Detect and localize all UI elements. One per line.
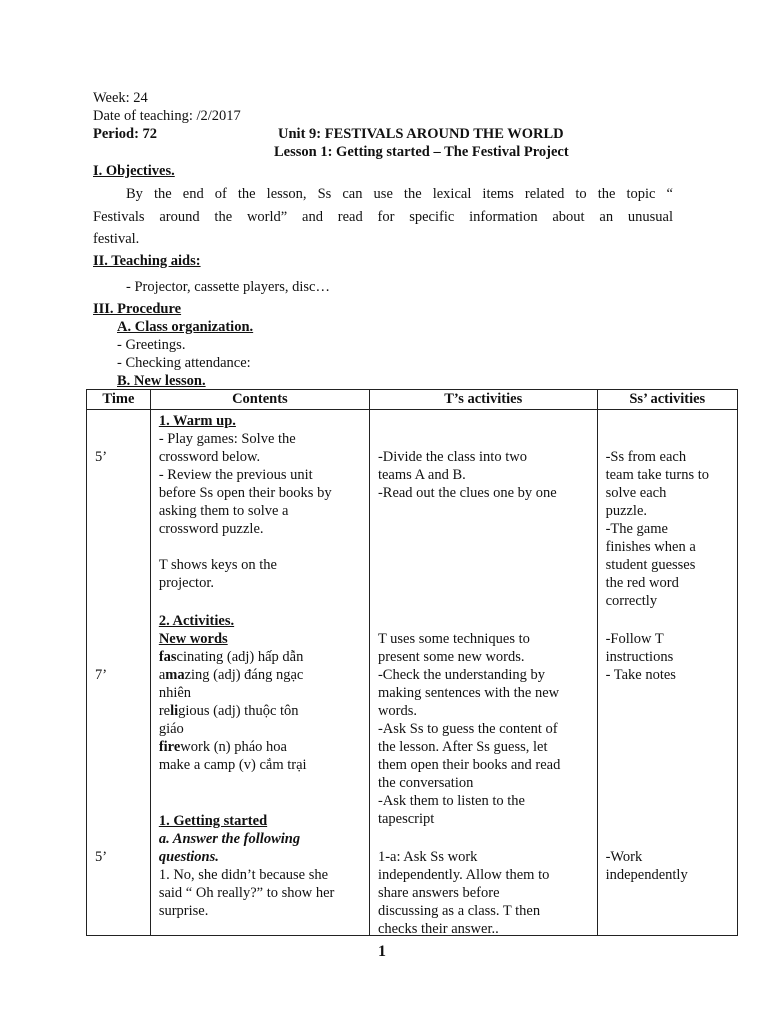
teacher-line: checks their answer.. [377,921,499,937]
time-getting-started: 5’ [95,849,108,865]
vocab-amazing-cont: nhiên [158,685,192,701]
teacher-line: the lesson. After Ss guess, let [377,739,548,755]
vocab-fascinating: fascinating (adj) hấp dẫn [158,649,304,665]
new-words-heading: New words [158,631,228,647]
teacher-line: making sentences with the new [377,685,560,701]
column-header-student-activities: Ss’ activities [597,390,737,410]
teacher-line: share answers before [377,885,500,901]
student-line: -Work [605,849,643,865]
contents-line: - Review the previous unit [158,467,313,483]
week-label: Week: 24 [93,90,148,106]
objectives-line-3: festival. [93,231,140,247]
greetings-item: - Greetings. [117,337,186,353]
time-warmup: 5’ [95,449,108,465]
student-activities-cell [597,410,737,936]
vocab-make-a-camp: make a camp (v) cắm trại [158,757,307,773]
table-header-row [87,390,738,410]
activities-heading: 2. Activities. [158,613,235,629]
objectives-heading: I. Objectives. [93,163,175,179]
contents-line: before Ss open their books by [158,485,332,501]
student-line: -Follow T [605,631,664,647]
unit-title: Unit 9: FESTIVALS AROUND THE WORLD [278,126,564,142]
date-of-teaching: Date of teaching: /2/2017 [93,108,241,124]
answer-line: 1. No, she didn’t because she [158,867,329,883]
student-line: puzzle. [605,503,648,519]
vocab-firework: firework (n) pháo hoa [158,739,287,755]
teacher-line: discussing as a class. T then [377,903,541,919]
teacher-line: the conversation [377,775,474,791]
column-header-teacher-activities: T’s activities [369,390,597,410]
student-line: -The game [605,521,668,537]
new-lesson-heading: B. New lesson. [117,373,206,389]
student-line: - Take notes [605,667,676,683]
time-activities: 7’ [95,667,108,683]
contents-line: crossword below. [158,449,261,465]
student-line: student guesses [605,557,696,573]
class-organization-heading: A. Class organization. [117,319,254,335]
teacher-line: 1-a: Ask Ss work [377,849,478,865]
student-line: -Ss from each [605,449,687,465]
student-line: independently [605,867,688,883]
student-line: correctly [605,593,658,609]
teacher-line: present some new words. [377,649,525,665]
vocab-religious: religious (adj) thuộc tôn [158,703,299,719]
procedure-table [86,389,738,936]
teacher-line: teams A and B. [377,467,466,483]
contents-cell [150,410,369,936]
attendance-item: - Checking attendance: [117,355,251,371]
answer-questions-heading: a. Answer the following [158,831,301,847]
answer-line: said “ Oh really?” to show her [158,885,335,901]
getting-started-heading: 1. Getting started [158,813,268,829]
teacher-line: words. [377,703,418,719]
student-line: solve each [605,485,667,501]
teacher-line: independently. Allow them to [377,867,550,883]
answer-questions-heading-cont: questions. [158,849,219,865]
teacher-line: -Read out the clues one by one [377,485,557,501]
vocab-religious-cont: giáo [158,721,184,737]
procedure-heading: III. Procedure [93,301,182,317]
column-header-time: Time [87,390,151,410]
teaching-aids-heading: II. Teaching aids: [93,253,201,269]
student-line: instructions [605,649,674,665]
time-cell [87,410,151,936]
contents-line: projector. [158,575,214,591]
teacher-line: them open their books and read [377,757,561,773]
contents-line: asking them to solve a [158,503,289,519]
teacher-activities-cell [369,410,597,936]
page-number: 1 [378,943,386,960]
teacher-line: T uses some techniques to [377,631,530,647]
teacher-line: -Divide the class into two [377,449,527,465]
column-header-contents: Contents [150,390,369,410]
objectives-line-1: By the end of the lesson, Ss can use the lexical items related to the topic “ [126,186,673,202]
contents-line: - Play games: Solve the [158,431,296,447]
answer-line: surprise. [158,903,209,919]
teacher-line: -Ask Ss to guess the content of [377,721,558,737]
contents-line: T shows keys on the [158,557,277,573]
warmup-heading: 1. Warm up. [158,413,236,429]
vocab-amazing: amazing (adj) đáng ngạc [158,667,304,683]
student-line: team take turns to [605,467,710,483]
student-line: the red word [605,575,679,591]
teacher-line: -Ask them to listen to the [377,793,525,809]
lesson-title: Lesson 1: Getting started – The Festival Project [274,144,569,160]
contents-line: crossword puzzle. [158,521,264,537]
teaching-aids-text: - Projector, cassette players, disc… [126,279,330,295]
table-row [87,410,738,936]
teacher-line: tapescript [377,811,435,827]
objectives-line-2: Festivals around the world” and read for specific information about an unusual [93,209,673,225]
student-line: finishes when a [605,539,696,555]
teacher-line: -Check the understanding by [377,667,546,683]
period-label: Period: 72 [93,126,158,142]
